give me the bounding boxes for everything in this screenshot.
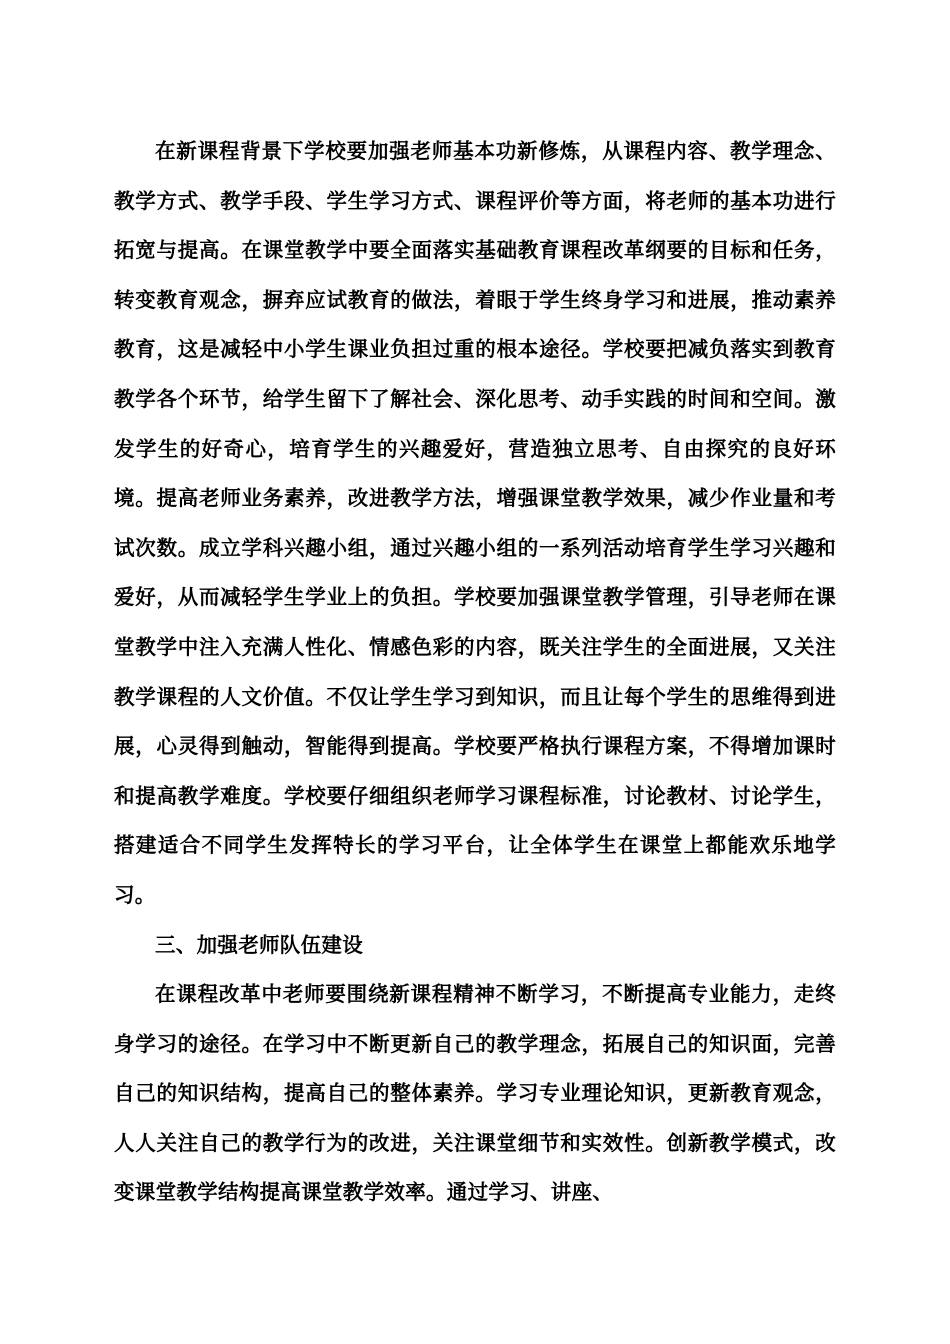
body-paragraph-2: 在课程改革中老师要围绕新课程精神不断学习，不断提高专业能力，走终身学习的途径。在学习中不断更新自己的教学理念，拓展自己的知识面，完善自己的知识结构，提高自己的整体素养。学习专业理论知识，更新教育观念，人人关注自己的教学行为的改进，关注课堂细节和实效性。创新教学模式，改变课堂教学结构提高课堂教学效率。通过学习、讲座、: [114, 982, 836, 1205]
document-body: [114, 127, 836, 1218]
section-heading: 三、加强老师队伍建设: [155, 932, 363, 957]
body-paragraph-1: 在新课程背景下学校要加强老师基本功新修炼，从课程内容、教学理念、教学方式、教学手段、学生学习方式、课程评价等方面，将老师的基本功进行拓宽与提高。在课堂教学中要全面落实基础教育课程改革纲要的目标和任务，转变教育观念，摒弃应试教育的做法，着眼于学生终身学习和进展，推动素养教育，这是减轻中小学生课业负担过重的根本途径。学校要把减负落实到教育教学各个环节，给学生留下了解社会、深化思考、动手实践的时间和空间。激发学生的好奇心，培育学生的兴趣爱好，营造独立思考、自由探究的良好环境。提高老师业务素养，改进教学方法，增强课堂教学效果，减少作业量和考试次数。成立学科兴趣小组，通过兴趣小组的一系列活动培育学生学习兴趣和爱好，从而减轻学生学业上的负担。学校要加强课堂教学管理，引导老师在课堂教学中注入充满人性化、情感色彩的内容，既关注学生的全面进展，又关注教学课程的人文价值。不仅让学生学习到知识，而且让每个学生的思维得到进展，心灵得到触动，智能得到提高。学校要严格执行课程方案，不得增加课时和提高教学难度。学校要仔细组织老师学习课程标准，讨论教材、讨论学生，搭建适合不同学生发挥特长的学习平台，让全体学生在课堂上都能欢乐地学习。: [114, 139, 836, 907]
